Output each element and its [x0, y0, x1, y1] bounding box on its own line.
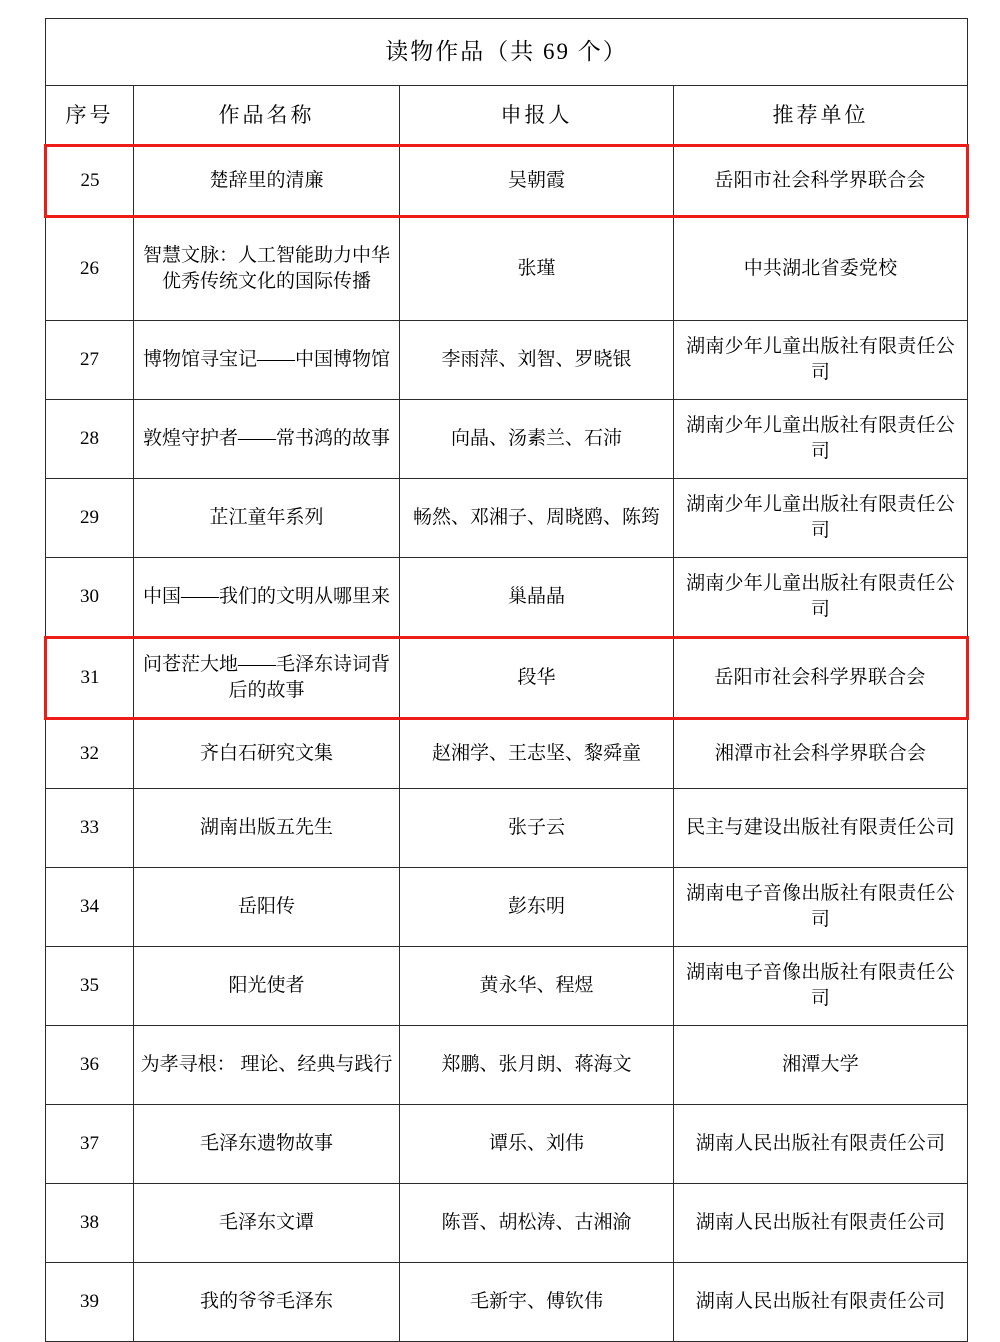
cell-unit: 岳阳市社会科学界联合会: [674, 638, 968, 719]
cell-no: 33: [46, 789, 134, 868]
table-row: [46, 1105, 968, 1184]
cell-unit: 民主与建设出版社有限责任公司: [674, 789, 968, 868]
cell-person: 毛新宇、傅钦伟: [400, 1263, 674, 1342]
cell-unit: 湖南人民出版社有限责任公司: [674, 1263, 968, 1342]
cell-no: 34: [46, 868, 134, 947]
table-row: [46, 947, 968, 1026]
table-row: [46, 321, 968, 400]
column-header-name: 作品名称: [134, 86, 400, 146]
table-row: [46, 789, 968, 868]
cell-name: 博物馆寻宝记——中国博物馆: [134, 321, 400, 400]
cell-name: 毛泽东遗物故事: [134, 1105, 400, 1184]
table-row: [46, 868, 968, 947]
cell-unit: 湘潭市社会科学界联合会: [674, 719, 968, 789]
cell-no: 37: [46, 1105, 134, 1184]
cell-person: 彭东明: [400, 868, 674, 947]
cell-no: 31: [46, 638, 134, 719]
cell-name: 芷江童年系列: [134, 479, 400, 558]
cell-name: 我的爷爷毛泽东: [134, 1263, 400, 1342]
column-header-unit: 推荐单位: [674, 86, 968, 146]
cell-name: 岳阳传: [134, 868, 400, 947]
table-body: [46, 19, 968, 1342]
column-header-person: 申报人: [400, 86, 674, 146]
cell-person: 赵湘学、王志坚、黎舜童: [400, 719, 674, 789]
cell-no: 25: [46, 146, 134, 217]
cell-name: 为孝寻根： 理论、经典与践行: [134, 1026, 400, 1105]
cell-person: 李雨萍、刘智、罗晓银: [400, 321, 674, 400]
cell-unit: 湖南少年儿童出版社有限责任公司: [674, 400, 968, 479]
table-row: [46, 719, 968, 789]
cell-no: 28: [46, 400, 134, 479]
cell-unit: 湖南电子音像出版社有限责任公司: [674, 868, 968, 947]
cell-unit: 湖南少年儿童出版社有限责任公司: [674, 558, 968, 638]
cell-name: 中国——我们的文明从哪里来: [134, 558, 400, 638]
cell-unit: 湖南少年儿童出版社有限责任公司: [674, 479, 968, 558]
cell-person: 陈晋、胡松涛、古湘渝: [400, 1184, 674, 1263]
table-row: [46, 217, 968, 321]
cell-person: 黄永华、程煜: [400, 947, 674, 1026]
cell-name: 阳光使者: [134, 947, 400, 1026]
cell-no: 36: [46, 1026, 134, 1105]
cell-no: 30: [46, 558, 134, 638]
cell-name: 齐白石研究文集: [134, 719, 400, 789]
cell-unit: 岳阳市社会科学界联合会: [674, 146, 968, 217]
table-row: [46, 1263, 968, 1342]
cell-name: 楚辞里的清廉: [134, 146, 400, 217]
cell-person: 吴朝霞: [400, 146, 674, 217]
cell-unit: 湖南少年儿童出版社有限责任公司: [674, 321, 968, 400]
cell-unit: 湖南人民出版社有限责任公司: [674, 1105, 968, 1184]
cell-no: 38: [46, 1184, 134, 1263]
cell-person: 向晶、汤素兰、石沛: [400, 400, 674, 479]
table-title: 读物作品（共 69 个）: [46, 19, 968, 86]
cell-person: 巢晶晶: [400, 558, 674, 638]
cell-no: 35: [46, 947, 134, 1026]
cell-unit: 中共湖北省委党校: [674, 217, 968, 321]
award-works-table: [44, 18, 969, 1342]
cell-name: 敦煌守护者——常书鸿的故事: [134, 400, 400, 479]
cell-unit: 湖南电子音像出版社有限责任公司: [674, 947, 968, 1026]
table-row: [46, 1026, 968, 1105]
table-header-row: [46, 86, 968, 146]
column-header-no: 序号: [46, 86, 134, 146]
table-row: [46, 638, 968, 719]
cell-no: 27: [46, 321, 134, 400]
cell-no: 29: [46, 479, 134, 558]
table-row: [46, 146, 968, 217]
cell-no: 39: [46, 1263, 134, 1342]
cell-name: 智慧文脉：人工智能助力中华 优秀传统文化的国际传播: [134, 217, 400, 321]
cell-name: 湖南出版五先生: [134, 789, 400, 868]
cell-person: 谭乐、刘伟: [400, 1105, 674, 1184]
table-row: [46, 558, 968, 638]
cell-person: 畅然、邓湘子、周晓鸥、陈筠: [400, 479, 674, 558]
cell-person: 张瑾: [400, 217, 674, 321]
cell-person: 张子云: [400, 789, 674, 868]
table-row: [46, 400, 968, 479]
cell-person: 郑鹏、张月朗、蒋海文: [400, 1026, 674, 1105]
table-row: [46, 1184, 968, 1263]
cell-name: 毛泽东文谭: [134, 1184, 400, 1263]
table-title-row: [46, 19, 968, 86]
cell-name: 问苍茫大地——毛泽东诗词背后的故事: [134, 638, 400, 719]
cell-no: 26: [46, 217, 134, 321]
cell-unit: 湖南人民出版社有限责任公司: [674, 1184, 968, 1263]
cell-person: 段华: [400, 638, 674, 719]
table-row: [46, 479, 968, 558]
cell-no: 32: [46, 719, 134, 789]
cell-unit: 湘潭大学: [674, 1026, 968, 1105]
